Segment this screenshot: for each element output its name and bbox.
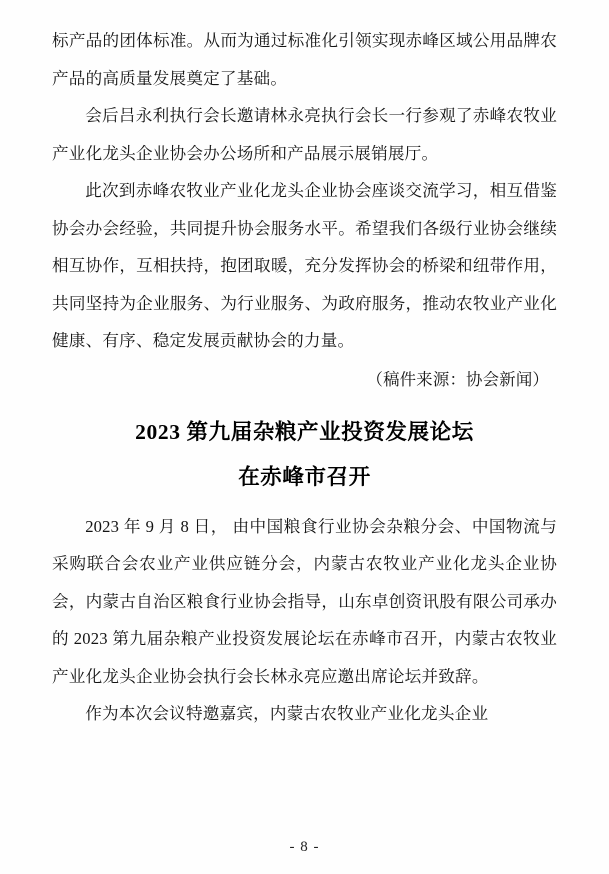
article-source-note: （稿件来源：协会新闻） <box>366 369 549 389</box>
paragraph-guest-truncated: 作为本次会议特邀嘉宾，内蒙古农牧业产业化龙头企业 <box>85 704 489 723</box>
article-headline-line-2: 在赤峰市召开 <box>238 464 371 489</box>
paragraph-continued: 标产品的团体标准。从而为通过标准化引领实现赤峰区域公用品牌农产品的高质量发展奠定了基础。 <box>52 31 557 88</box>
document-body <box>52 22 557 733</box>
paragraph-exchange-learning: 此次到赤峰农牧业产业化龙头企业协会座谈交流学习，相互借鉴协会办会经验，共同提升协会服务水平。希望我们各级行业协会继续相互协作，互相扶持，抱团取暖，充分发挥协会的桥梁和纽带作用，共同坚持为企业服务、为行业服务、为政府服务，推动农牧业产业化健康、有序、稳定发展贡献协会的力量。 <box>52 181 557 350</box>
article-headline-line-1: 2023 第九届杂粮产业投资发展论坛 <box>135 419 474 444</box>
paragraph-meeting-visit: 会后吕永利执行会长邀请林永亮执行会长一行参观了赤峰农牧业产业化龙头企业协会办公场所和产品展示展销展厅。 <box>52 106 557 163</box>
page-number: - 8 - <box>289 839 320 855</box>
paragraph-forum-opening: 2023 年 9 月 8 日， 由中国粮食行业协会杂粮分会、中国物流与采购联合会农业产业供应链分会，内蒙古农牧业产业化龙头企业协会，内蒙古自治区粮食行业协会指导，山东卓创资讯股有限公司承办的 2023 第九届杂粮产业投资发展论坛在赤峰市召开，内蒙古农牧业产业化龙头企业协会执行会长林永亮应邀出席论坛并致辞。 <box>52 516 557 686</box>
